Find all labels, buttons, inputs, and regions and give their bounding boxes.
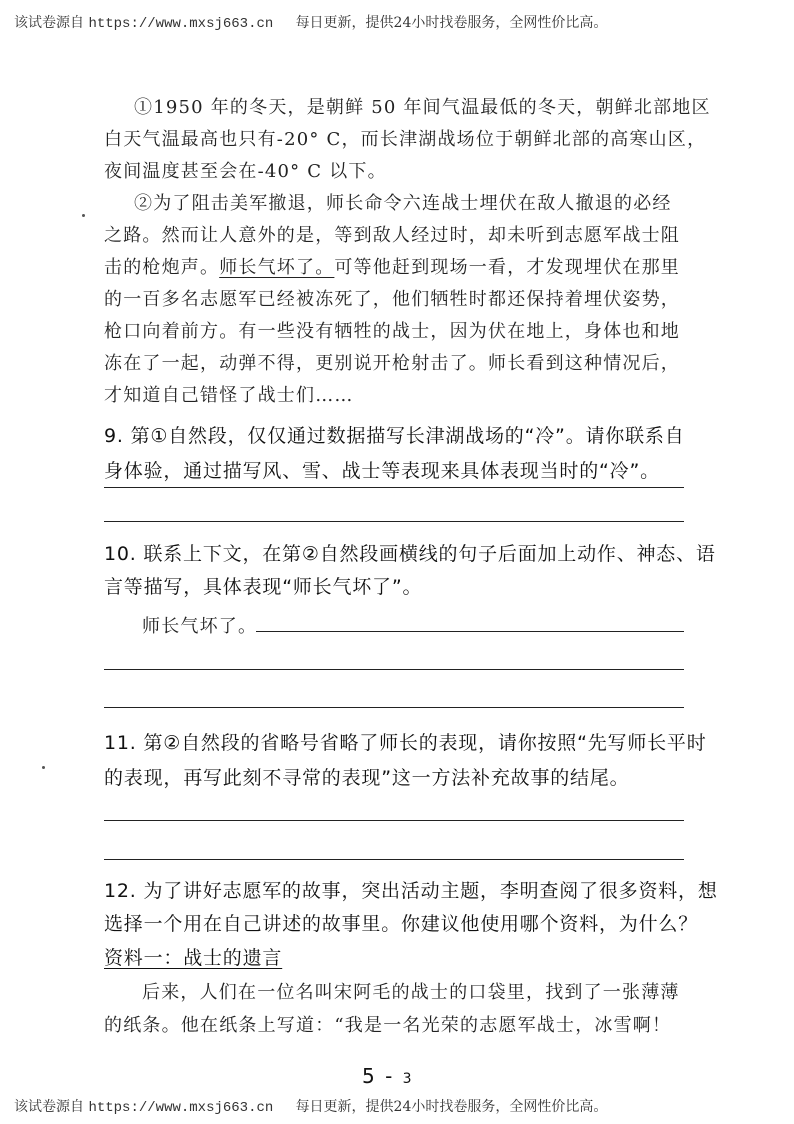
underlined-sentence: 师长气坏了。 <box>219 257 335 278</box>
passage-p2-line-3-text: 击的枪炮声。 <box>104 257 220 278</box>
passage-p2-line-6: 冻在了一起，动弹不得，更别说开枪射击了。师长看到这种情况后， <box>104 353 680 374</box>
question-11-line-2: 的表现，再写此刻不寻常的表现”这一方法补充故事的结尾。 <box>104 767 630 789</box>
scan-speck <box>82 214 85 217</box>
watermark-bottom <box>14 1096 784 1116</box>
question-10-line-1: 10. 联系上下文，在第②自然段画横线的句子后面加上动作、神态、语 <box>104 543 716 565</box>
question-12-line-1: 12. 为了讲好志愿军的故事，突出活动主题，李明查阅了很多资料，想 <box>104 880 718 902</box>
passage-p1-line-1: ①1950 年的冬天，是朝鲜 50 年间气温最低的冬天，朝鲜北部地区 <box>134 97 711 118</box>
answer-line-9-1[interactable] <box>104 487 684 488</box>
passage-p2-line-3 <box>104 253 680 279</box>
material-1-line-1: 后来，人们在一位名叫宋阿毛的战士的口袋里，找到了一张薄薄 <box>142 982 680 1003</box>
question-10-line-2: 言等描写，具体表现“师长气坏了”。 <box>104 576 423 598</box>
material-1-title: 资料一：战士的遗言 <box>104 947 283 969</box>
question-11-line-1: 11. 第②自然段的省略号省略了师长的表现，请你按照“先写师长平时 <box>104 732 707 754</box>
passage-p2-line-2: 之路。然而让人意外的是，等到敌人经过时，却未听到志愿军战士阻 <box>104 225 680 246</box>
question-9-line-2: 身体验，通过描写风、雪、战士等表现来具体表现当时的“冷”。 <box>104 460 660 482</box>
question-9-line-1: 9. 第①自然段，仅仅通过数据描写长津湖战场的“冷”。请你联系自 <box>104 425 685 447</box>
watermark-site-name: 该试卷源自 <box>14 15 84 31</box>
passage-p1-line-3: 夜间温度甚至会在-40° C 以下。 <box>104 161 387 182</box>
passage-p2-line-7: 才知道自己错怪了战士们…… <box>104 385 354 406</box>
watermark-url[interactable]: https://www.mxsj663.cn <box>88 16 274 32</box>
page-number-sub: 3 <box>402 1071 414 1087</box>
watermark-slogan: 每日更新，提供24小时找卷服务，全网性价比高。 <box>295 15 608 31</box>
page-number-dash: - <box>385 1064 395 1088</box>
question-10-prompt: 师长气坏了。 <box>142 616 258 637</box>
answer-line-10-3[interactable] <box>104 707 684 708</box>
watermark-site-name: 该试卷源自 <box>14 1099 84 1115</box>
passage-p2-line-3-rest: 可等他赶到现场一看，才发现埋伏在那里 <box>334 257 681 278</box>
question-12-line-2: 选择一个用在自己讲述的故事里。你建议他使用哪个资料，为什么？ <box>104 913 699 935</box>
answer-line-10-1[interactable] <box>256 631 684 632</box>
answer-line-11-2[interactable] <box>104 859 684 860</box>
material-1-line-2: 的纸条。他在纸条上写道：“我是一名光荣的志愿军战士，冰雪啊！ <box>104 1015 672 1036</box>
watermark-url[interactable]: https://www.mxsj663.cn <box>88 1100 274 1116</box>
page-number <box>362 1064 414 1088</box>
scan-speck <box>42 766 45 769</box>
answer-line-10-2[interactable] <box>104 669 684 670</box>
passage-p2-line-1: ②为了阻击美军撤退，师长命令六连战士埋伏在敌人撤退的必经 <box>134 193 672 214</box>
passage-p2-line-5: 枪口向着前方。有一些没有牺牲的战士，因为伏在地上，身体也和地 <box>104 321 680 342</box>
watermark-top <box>14 12 784 32</box>
watermark-slogan: 每日更新，提供24小时找卷服务，全网性价比高。 <box>295 1099 608 1115</box>
passage-p2-line-4: 的一百多名志愿军已经被冻死了，他们牺牲时都还保持着埋伏姿势， <box>104 289 680 310</box>
answer-line-11-1[interactable] <box>104 820 684 821</box>
passage-p1-line-2: 白天气温最高也只有-20° C，而长津湖战场位于朝鲜北部的高寒山区， <box>104 129 707 150</box>
answer-line-9-2[interactable] <box>104 521 684 522</box>
page-number-main: 5 <box>362 1064 377 1088</box>
